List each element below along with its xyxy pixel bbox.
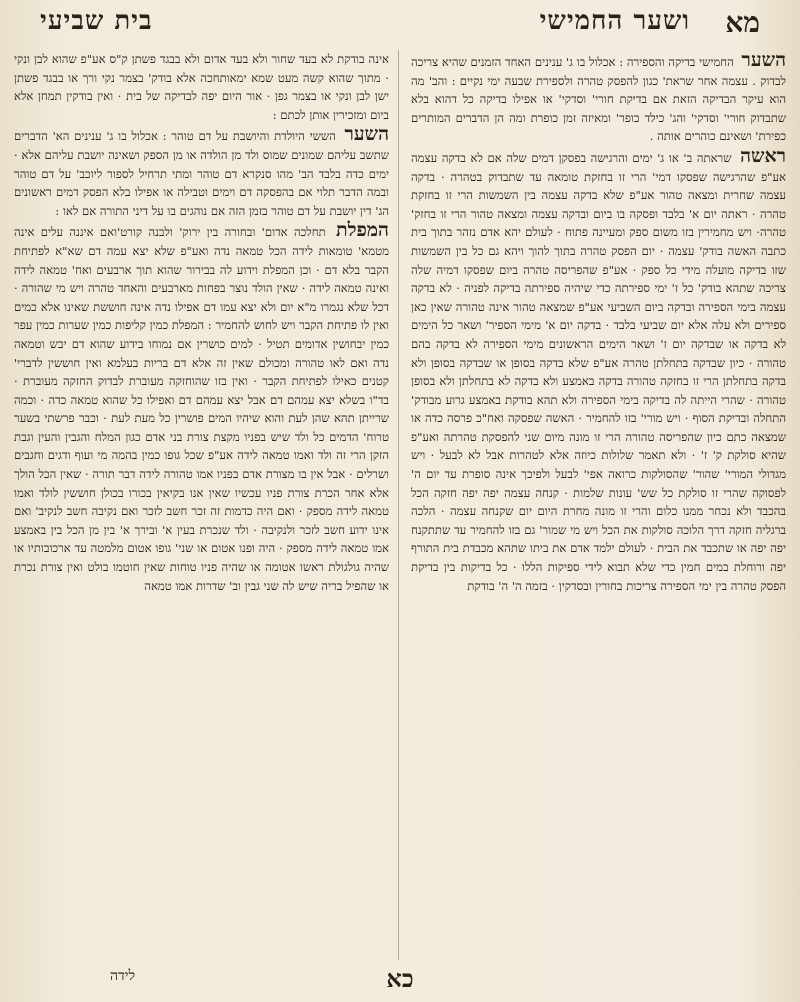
paragraph <box>411 50 786 146</box>
text-columns <box>14 50 786 960</box>
section-lead-word: המפלת <box>335 219 389 242</box>
page-number: מא <box>725 6 760 39</box>
header-left-page-title: ושער החמישי <box>539 6 690 36</box>
left-text-column <box>14 50 389 960</box>
paragraph <box>14 50 389 124</box>
folio-number: כא <box>386 964 414 993</box>
paragraph-text: תחלכה אדום' ובחורה בין ירוק' ולבנה קורט'ואם איננה עלים אינה מטמא' טומאות לידה הכל טמאה נדה ואע"פ שלא יצא עמה דם שא"א לפתיחת הקבר בלא דם · וכן המפלת וידוע לה בבירור שהוא תוך ארבעים ואח' טמאה לידה ואינה טמאה לידה · שאין הולד נוצר בפחות מארבעים והאחד טהרה ויש מי שהורה · דכל שלא נגמרו מ"א יום ולא יצא עמו דם אפילו נדה אינה חוששת שאינו אלא כמים ואין לו פתיחת הקבר ויש לחוש להחמיר : המפלת כמין קליפות כמין שערות כמין עפר כמין יבחושין אדומים תטיל · למים כושרין אם נמוחו בידוע שהוא דם יבש וטמאה נדה ואם לאו טהורה ומכולם שאין זה אלא דם בריות בעלמא ואין חוששין לדברי' קטנים כאילו לפתיחת הקבר · ואין בזו שהוחזקה מעוברת לבדוק החזקה מעוברת · בד"ו בשלא יצא עמהם דם אבל יצא עמהם דם ואפילו כל שהוא טמאה כדה · וכמה שרייתן תהא שהן לעת והוא שיהיו המים פושרין כל מעת לעת · וכבר פרשתי בשער טרוח' הדמים כל ולד שיש בפניו מקצת צורת בני אדם כגון המלח והגבין והעין וגבת הזקן הרי זה ולד ואמו טמאה לידה אע"פ שכל גופו כמין בהמה מי ועוף ודגים וחגבים ושרלים · אבל אין בו מצורת אדם בפניו אמו טהורה לידה דבר תורה · שאין הכל הולך אלא אחר הכרת צורת פניו עכשיו שאין אנו בקיאין בכורו בכולן חוששין לולד ואמו טמאה לידה מספק · ואם היה כדמות זה זכר חשב לזכר ואם נקיבה חשב לנקיב' ואם אינו ידוע חשב לזכר ולנקיבה · ולד שנכרת בעין א' ובירך א' בין מן הכל בין באמצע אמו טמאה לידה מספק · היה ופנו אטום או שני' גופו אטום מלמטה עד ארכובותיו או שהיה גולגולת ראשו אטומה או שהיה פניו טוחות שאין חוטמו בולט ואין צורת נכרת או שהפיל בריה שיש לה שני גבין וב' שדרות אמו טמאה <box>14 225 389 593</box>
running-header <box>40 6 760 44</box>
paragraph-text: אינה בודקת לא בעד שחור ולא בעד אדום ולא בבגד פשתן ק"ס אע"פ שהוא לבן ונקי · מתוך שהוא קשה מעט שמא ימאותחכה אלא בודק' בצמר נקי ורך או בבגד פשתן ישן לבן ונקי או בצמר גפן · אור היום יפה לבדיקה של בית · ואין בודקין תמחן אלא ביום ומזכירין אותן לכתם : <box>14 52 389 122</box>
paragraph <box>411 146 786 595</box>
section-lead-word: השער <box>344 123 389 146</box>
paragraph-text: שראתה ב' או ג' ימים והרגישה בפסקן דמים שלה אם לא בדקה עצמה אע"פ שהרגישה שפסקו דמי' הרי זו בחזקת טומאה עד שתבדוק בטהרה · בדקה עצמה שחרית ומצאה טהור אע"פ שלא בדקה עצמה בין השמשות הרי זו בחזקת טהרה · ראתה יום א' בלבד ופסקה בו ביום ובדקה עצמה ומצאה טהור הרי זו בחזק' טהרה· ויש מחמירין בזו משום ספק ומעיינה פתוח · לעולם יהא אדם נזהר בתוך בית כתבה האשה בודק' עצמה · יום הפסק טהרה בתוך להוך ויהא גם כל בין השמשות שזו בדיקה מועלה מידי כל ספק · אע"פ שהפריסה טהרה ביום שפסקו דמיה שלה צריכה שתהא בודק' כל ז' ימי ספירתה כדי שיהיה ספירתה בדיקה לפניה · לא בדקה עצמה בימי הספירה ובדקה ביום השביעי אע"פ שמצאה טהור אינה טהורה שאין כאן ספירים ולא עלה אלא יום שביעי בלבד · בדקה יום א' מימי הספיר' ושאר כל הימים לא בדקה או שבדקה יום ז' ושאר הימים הראשונים מימי הספירה לא בדקה בהם טהורה · כיון שבדקה בתחלתן טהרה אע"פ שלא בדקה בסופן או שבדקה בסופן ולא בדקה בתחלתן הרי זו בחזקה טהורה בדקה באמצע ולא בדקה לא בתחלתן ולא בסופן טהורה · שהרי הייתה לה בדיקה בימי הספירה ולא תהא בודקת באמצע גרוע מבודק' התחלה ובדיקת הסוף · ויש מורי' בזו להחמיר · האשה שפסקה ואח"כ פרסה כדה או שמצאה כתם כיון שהפריסה טהורה הרי זו מונה מיום שני להפסקת טהרתה ואע"פ שהיא סולקת ק' ז' · ולא תאמר שלולות כיוזה אלא לטהרות אבל לא לבעל · ויש מגדולי המורי' שהור' שהסולקות כרואה אפי' לבעל ולפיכך אינה סופרת עד יום ה' לפסוקה שהרי זו סולקת כל שש' עונות שלמות · קנחה עצמה יפה יפה חזקה הכל בהכבד ולא נכחר ממנו כלום והרי זו מונה מחרת היום יום שקנחה עצמה · הלכה ברגליה חזקה דרך הלוכה סולקות את הכל ויש מי שמור' גם בזו להחמיר עד שתתקנח יפה יפה או שתכבד את הבית · לעולם ילמד אדם את ביתו שתהא מכבדת בית התורף יפה ורוחלת במים חמין כדי שלא תבוא לידי ספיקות הללו · כל בדיקות בין בדיקת הפסק טהרה בין ימי הספירה צריכות בחורין ובסדקין · בזמה ה' ה' בודקת <box>411 150 786 593</box>
paragraph-text: הששי היולדת והיושבת על דם טוהר : אכלול בו ג' ענינים הא' הדברים שתשב עליהם שמונים שמוס ולד מן הולדה או מן הספק ושאינה יושבת עליהם אלא · ימים כדה בלבד הב' מהו סנקרא דם טוהר ומתי תרחיל לספור ליוכב' על דם טוהר ובמה הדבר תלוי אם בהפסקה דם וימים וטבילה או אפילו בלא הפסק דמים ראשונים הג' דין יושבת על דם טוהר בזמן הזה אם נוהגים בו על דיני התורה אם לאו : <box>14 129 389 218</box>
paragraph <box>14 220 389 595</box>
header-right-page-title: בית שביעי <box>40 6 153 36</box>
section-lead-word: השער <box>741 50 786 71</box>
column-divider <box>398 50 399 960</box>
right-text-column <box>411 50 786 960</box>
paragraph-text: החמישי בדיקה והספירה : אכלול בו ג' ענינים האחד הזמנים שהיא צריכה לבדוק . עצמה אחר שראת' כגון להפסק טהרה ולספירת שבעה ימי נקיים : והב' מה הוא עיקר הבדיקה הזאת אם בדיקת חורי' וסדקי' או אפילו בדיקה כל דהוא בלא שתבדוק חורי' וסדקי' והג' כילד כופר' ומאיזה זמן כופרת ומה הן הדברים המותרים כפירת' ושאינם כוהרים אותה . <box>411 55 786 144</box>
catchword: לידה <box>110 968 136 984</box>
section-lead-word: ראשה <box>740 144 786 167</box>
paragraph <box>14 124 389 220</box>
page-footer <box>40 964 760 994</box>
